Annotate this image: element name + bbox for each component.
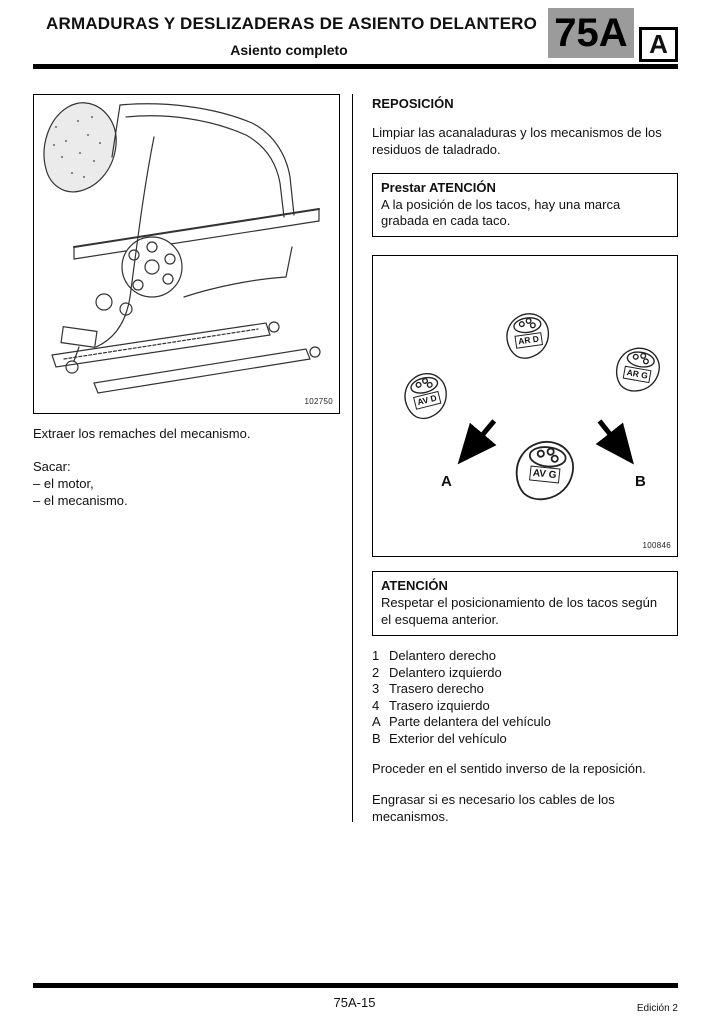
legend-text: Delantero derecho xyxy=(389,648,496,664)
figure-reference: 102750 xyxy=(304,396,333,406)
attention-1-title: Prestar ATENCIÓN xyxy=(381,179,496,195)
legend-text: Trasero derecho xyxy=(389,681,484,697)
page-subtitle: Asiento completo xyxy=(230,42,348,58)
sacar-item-mecanismo: – el mecanismo. xyxy=(33,492,128,508)
legend-list xyxy=(372,648,678,747)
legend-key: 2 xyxy=(372,664,380,680)
attention-2-body: Respetar el posicionamiento de los tacos según el esquema anterior. xyxy=(381,595,658,628)
taco-av-d-label: AV D xyxy=(413,391,441,410)
direction-arrows xyxy=(373,256,677,556)
section-code-box xyxy=(548,8,634,58)
attention-box-2 xyxy=(372,571,678,636)
para-proceed: Proceder en el sentido inverso de la reposición. xyxy=(372,761,646,777)
legend-text: Exterior del vehículo xyxy=(389,730,507,746)
taco-ar-g-label: AR G xyxy=(623,366,652,384)
figure-reference: 100846 xyxy=(642,540,671,550)
taco-ar-d-label: AR D xyxy=(514,332,542,349)
footer-rule xyxy=(33,983,678,988)
legend-text: Trasero izquierdo xyxy=(389,697,490,713)
reposicion-title: REPOSICIÓN xyxy=(372,96,454,111)
section-code: 75A xyxy=(554,10,628,55)
seat-mechanism-figure xyxy=(33,94,340,414)
para-grease: Engrasar si es necesario los cables de los mecanismos. xyxy=(372,791,615,824)
footer-edition: Edición 2 xyxy=(636,1003,678,1014)
arrow-a-label: A xyxy=(441,473,452,491)
left-column xyxy=(33,94,340,510)
right-column xyxy=(372,94,678,826)
taco-av-g-label: AV G xyxy=(529,465,560,483)
legend-key: A xyxy=(372,714,381,730)
legend-text: Parte delantera del vehículo xyxy=(389,714,551,730)
arrow-b-label: B xyxy=(635,473,646,491)
seat-mechanism-illustration xyxy=(34,95,337,411)
attention-2-title: ATENCIÓN xyxy=(381,578,448,594)
section-letter-box xyxy=(639,27,678,62)
legend-key: 4 xyxy=(372,697,380,713)
tacos-diagram xyxy=(372,255,678,557)
caption-extract-rivets: Extraer los remaches del mecanismo. xyxy=(33,426,251,441)
footer-page-number: 75A-15 xyxy=(333,995,376,1010)
legend-item xyxy=(372,698,678,715)
para-clean: Limpiar las acanaladuras y los mecanismos de los residuos de taladrado. xyxy=(372,124,662,157)
legend-key: B xyxy=(372,730,381,746)
sacar-label: Sacar: xyxy=(33,458,71,474)
page-title: ARMADURAS Y DESLIZADERAS DE ASIENTO DELANTERO xyxy=(46,14,538,33)
legend-item xyxy=(372,665,678,682)
attention-1-body: A la posición de los tacos, hay una marca grabada en cada taco. xyxy=(381,196,621,229)
legend-key: 1 xyxy=(372,648,380,664)
section-letter: A xyxy=(649,29,668,59)
sacar-item-motor: – el motor, xyxy=(33,475,94,491)
column-divider xyxy=(352,94,353,822)
legend-key: 3 xyxy=(372,681,380,697)
legend-item xyxy=(372,648,678,665)
legend-item xyxy=(372,731,678,748)
legend-item xyxy=(372,714,678,731)
legend-item xyxy=(372,681,678,698)
header-rule xyxy=(33,64,678,69)
attention-box-1 xyxy=(372,173,678,238)
legend-text: Delantero izquierdo xyxy=(389,664,502,680)
